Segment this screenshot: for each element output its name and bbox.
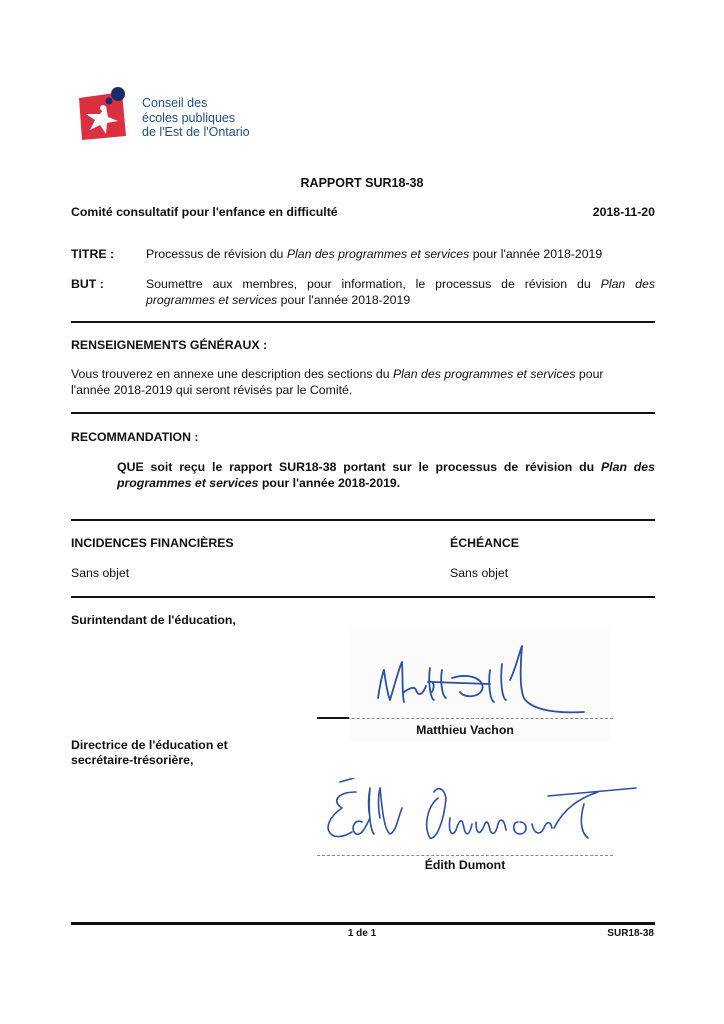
signature-line <box>317 855 613 856</box>
titre-text-part: pour l'année 2018-2019 <box>469 247 603 261</box>
handwritten-signature-icon <box>370 640 600 720</box>
recommandation-heading: RECOMMANDATION : <box>71 430 199 444</box>
section-divider <box>71 596 655 598</box>
signatory-role-line: secrétaire-trésorière, <box>71 753 194 767</box>
committee-name: Comité consultatif pour l'enfance en difficulté <box>71 205 338 219</box>
echeance-heading: ÉCHÉANCE <box>450 536 520 550</box>
titre-text-italic: Plan des programmes et services <box>286 247 470 261</box>
but-label: BUT : <box>71 277 104 291</box>
renseignements-heading: RENSEIGNEMENTS GÉNÉRAUX : <box>71 338 268 352</box>
org-name-line: Conseil des <box>142 96 208 110</box>
signature-line-start <box>317 717 349 719</box>
titre-text <box>146 247 656 261</box>
org-name-line: de l'Est de l'Ontario <box>142 125 250 139</box>
section-divider <box>71 519 655 521</box>
incidences-heading: INCIDENCES FINANCIÈRES <box>71 536 234 550</box>
but-text <box>146 277 655 308</box>
section-divider <box>71 412 655 414</box>
renseignements-text <box>71 367 641 398</box>
but-text-part: pour l'année 2018-2019 <box>277 292 411 307</box>
renseignements-text-italic: Plan des programmes et services <box>392 367 576 381</box>
org-name <box>142 96 250 140</box>
signature-line <box>317 718 613 719</box>
signatory-role-line: Directrice de l'éducation et <box>71 738 228 752</box>
footer-divider <box>71 922 655 925</box>
renseignements-text-part: pour l'année 2018-2019 qui seront révisés par le Comité. <box>71 367 604 397</box>
signatory-role <box>71 738 228 768</box>
echeance-value: Sans objet <box>450 566 509 580</box>
handwritten-signature-icon <box>318 778 638 853</box>
org-name-line: écoles publiques <box>142 110 236 125</box>
report-title: RAPPORT SUR18-38 <box>300 176 424 190</box>
signatory-name: Édith Dumont <box>424 858 506 872</box>
but-text-italic: Plan des programmes et services <box>146 277 655 307</box>
recommandation-text <box>117 460 655 491</box>
renseignements-text-part: Vous trouverez en annexe une description des sections du <box>71 367 393 381</box>
recommandation-text-part: QUE soit reçu le rapport SUR18-38 portant sur le processus de révision du <box>117 460 601 474</box>
recommandation-text-italic: Plan des programmes et services <box>117 460 655 490</box>
page-number: 1 de 1 <box>347 928 377 939</box>
signatory-name: Matthieu Vachon <box>416 723 514 737</box>
org-logo <box>78 94 128 142</box>
report-date: 2018-11-20 <box>592 205 655 219</box>
titre-text-part: Processus de révision du <box>146 247 287 261</box>
section-divider <box>71 321 655 323</box>
ceepeo-star-logo-icon <box>76 84 132 140</box>
incidences-value: Sans objet <box>71 566 130 580</box>
but-text-part: Soumettre aux membres, pour information, le processus de révision du <box>146 277 601 291</box>
footer-report-code: SUR18-38 <box>607 928 654 939</box>
titre-label: TITRE : <box>71 247 115 261</box>
signatory-role: Surintendant de l'éducation, <box>71 613 236 627</box>
recommandation-text-part: pour l'année 2018-2019. <box>258 475 401 490</box>
